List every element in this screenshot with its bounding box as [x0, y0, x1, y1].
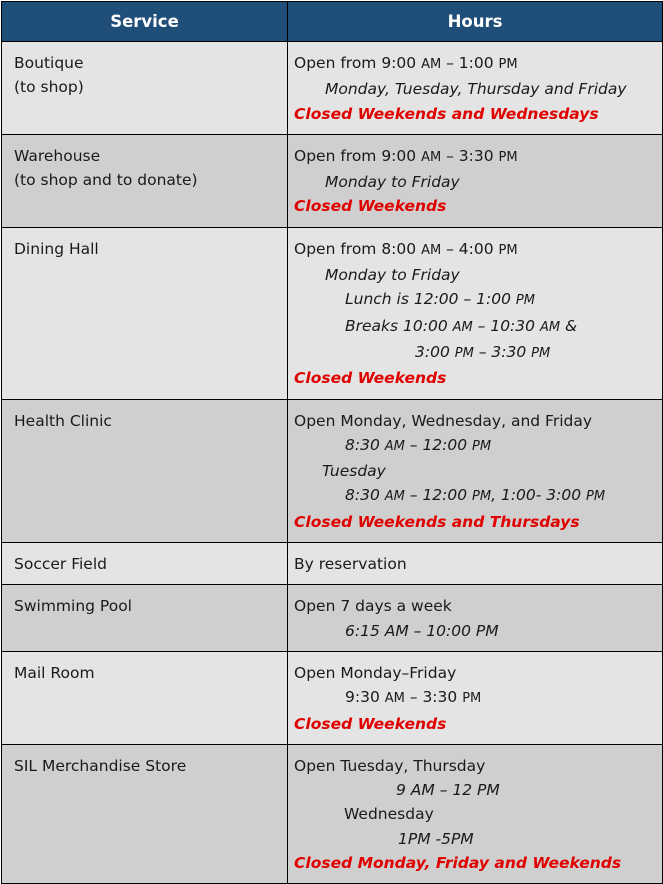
table-row-warehouse — [2, 134, 663, 227]
hours-cell — [288, 744, 663, 883]
days-line: Open Monday–Friday — [294, 663, 457, 682]
hours-cell — [288, 543, 663, 585]
hours-cell — [288, 651, 663, 744]
services-hours-table — [1, 1, 663, 884]
hours-column-header: Hours — [288, 2, 663, 42]
table-row-boutique — [2, 42, 663, 135]
hours-line: Open from 9:00 AM – 3:30 PM — [294, 146, 518, 165]
service-cell — [2, 744, 288, 883]
days-line: Monday to Friday — [325, 266, 460, 285]
days-line: Open Monday, Wednesday, and Friday — [294, 411, 593, 430]
service-cell — [2, 42, 288, 135]
table-header-row — [2, 2, 663, 42]
service-cell — [2, 134, 288, 227]
service-name: Health Clinic — [14, 411, 112, 430]
table-row-sil-merchandise-store — [2, 744, 663, 883]
day-line: Wednesday — [344, 805, 434, 824]
hours-line: 9:30 AM – 3:30 PM — [345, 688, 482, 707]
table-row-mail-room — [2, 651, 663, 744]
closed-notice: Closed Weekends and Thursdays — [294, 512, 580, 531]
hours-line: Open from 9:00 AM – 1:00 PM — [294, 54, 518, 72]
table-row-swimming-pool — [2, 585, 663, 652]
closed-notice: Closed Monday, Friday and Weekends — [294, 854, 622, 873]
closed-notice: Closed Weekends and Wednesdays — [294, 104, 599, 123]
hours-line: Open from 8:00 AM – 4:00 PM — [294, 239, 518, 258]
table-row-soccer-field — [2, 543, 663, 585]
closed-notice: Closed Weekends — [294, 369, 447, 388]
lunch-line: Lunch is 12:00 – 1:00 PM — [345, 290, 535, 309]
service-cell — [2, 651, 288, 744]
service-name: Mail Room — [14, 663, 95, 682]
closed-notice: Closed Weekends — [294, 714, 447, 733]
hours-line: 9 AM – 12 PM — [396, 781, 500, 800]
service-name: Soccer Field — [14, 555, 107, 574]
hours-cell — [288, 585, 663, 652]
service-name: Swimming Pool — [14, 597, 132, 616]
service-cell — [2, 399, 288, 542]
hours-cell — [288, 134, 663, 227]
hours-cell — [288, 227, 663, 399]
days-line: Open 7 days a week — [294, 597, 452, 616]
service-note: (to shop and to donate) — [14, 171, 198, 190]
day-line: Tuesday — [322, 462, 386, 481]
days-line: Monday, Tuesday, Thursday and Friday — [325, 80, 627, 99]
service-note: (to shop) — [14, 78, 84, 97]
hours-cell — [288, 42, 663, 135]
breaks-line-2: 3:00 PM – 3:30 PM — [415, 342, 551, 361]
days-line: Monday to Friday — [325, 173, 460, 192]
days-line: Open Tuesday, Thursday — [294, 756, 486, 775]
service-name: Dining Hall — [14, 239, 99, 258]
table-row-dining-hall — [2, 227, 663, 399]
breaks-line: Breaks 10:00 AM – 10:30 AM & — [345, 316, 578, 335]
service-name: Boutique — [14, 54, 84, 72]
closed-notice: Closed Weekends — [294, 197, 447, 216]
service-cell — [2, 227, 288, 399]
service-cell — [2, 543, 288, 585]
hours-line: 8:30 AM – 12:00 PM — [345, 435, 492, 454]
hours-line: 8:30 AM – 12:00 PM, 1:00- 3:00 PM — [345, 486, 606, 505]
hours-line: 1PM -5PM — [398, 829, 474, 848]
hours-line: 6:15 AM – 10:00 PM — [345, 621, 499, 640]
service-cell — [2, 585, 288, 652]
service-name: Warehouse — [14, 146, 101, 165]
hours-cell — [288, 399, 663, 542]
service-name: SIL Merchandise Store — [14, 756, 187, 775]
hours-line: By reservation — [294, 555, 407, 574]
service-column-header: Service — [2, 2, 288, 42]
table-row-health-clinic — [2, 399, 663, 542]
